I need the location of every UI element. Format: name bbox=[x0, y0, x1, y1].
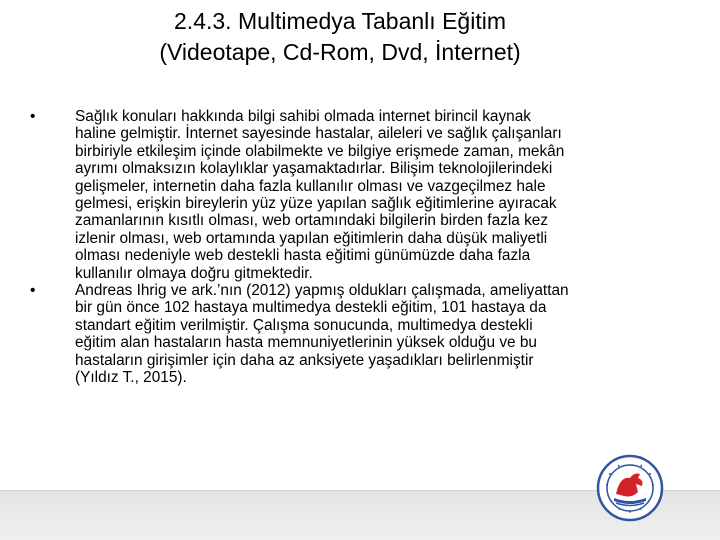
bullet-marker: • bbox=[30, 108, 36, 125]
bullet-text: Sağlık konuları hakkında bilgi sahibi olmada internet birincil kaynak haline gelmiştir. İnternet sayesinde hastalar, aileleri ve sağlık çalışanları birbiriyle etkileşim içinde olabilmekte ve bilgiye erişmede zaman, mekân ayrımı olmaksızın kolaylıklar yaşamaktadırlar. Bilişim teknolojilerindeki gelişmeler, internetin daha fazla kullanılır olması ve vazgeçilmez hale gelmesi, erişkin bireylerin yüz yüze yapılan sağlık eğitimlerine ayıracak zamanlarının kısıtlı olması, web ortamındaki bilgilerin birden fazla kez izlenir olması, web ortamında yapılan eğitimlerin daha düşük maliyetli olması nedeniyle web destekli hasta eğitimi günümüzde daha fazla kullanılır olmaya doğru gitmektedir. bbox=[75, 108, 565, 282]
bullet-marker: • bbox=[30, 282, 36, 300]
slide-title-line2: (Videotape, Cd-Rom, Dvd, İnternet) bbox=[159, 39, 521, 65]
bullet-text: Andreas Ihrig ve ark.’nın (2012) yapmış oldukları çalışmada, ameliyattan bir gün önce 102 hastaya multimedya destekli eğitim, 101 hastaya da standart eğitim verilmiştir. Çalışma sonucunda, multimedya destekli eğitim alan hastaların hasta memnuniyetlerinin yüksek olduğu ve bu hastaların girişimler için daha az anksiyete yaşadıkları belirlenmiştir (Yıldız T., 2015). bbox=[75, 282, 569, 387]
slide-title-line1: 2.4.3. Multimedya Tabanlı Eğitim bbox=[174, 8, 506, 34]
bullet-list bbox=[30, 108, 575, 387]
bullet-item bbox=[30, 282, 575, 386]
bullet-item bbox=[30, 108, 575, 282]
university-seal-logo-icon bbox=[596, 454, 664, 522]
slide-title bbox=[40, 6, 640, 68]
